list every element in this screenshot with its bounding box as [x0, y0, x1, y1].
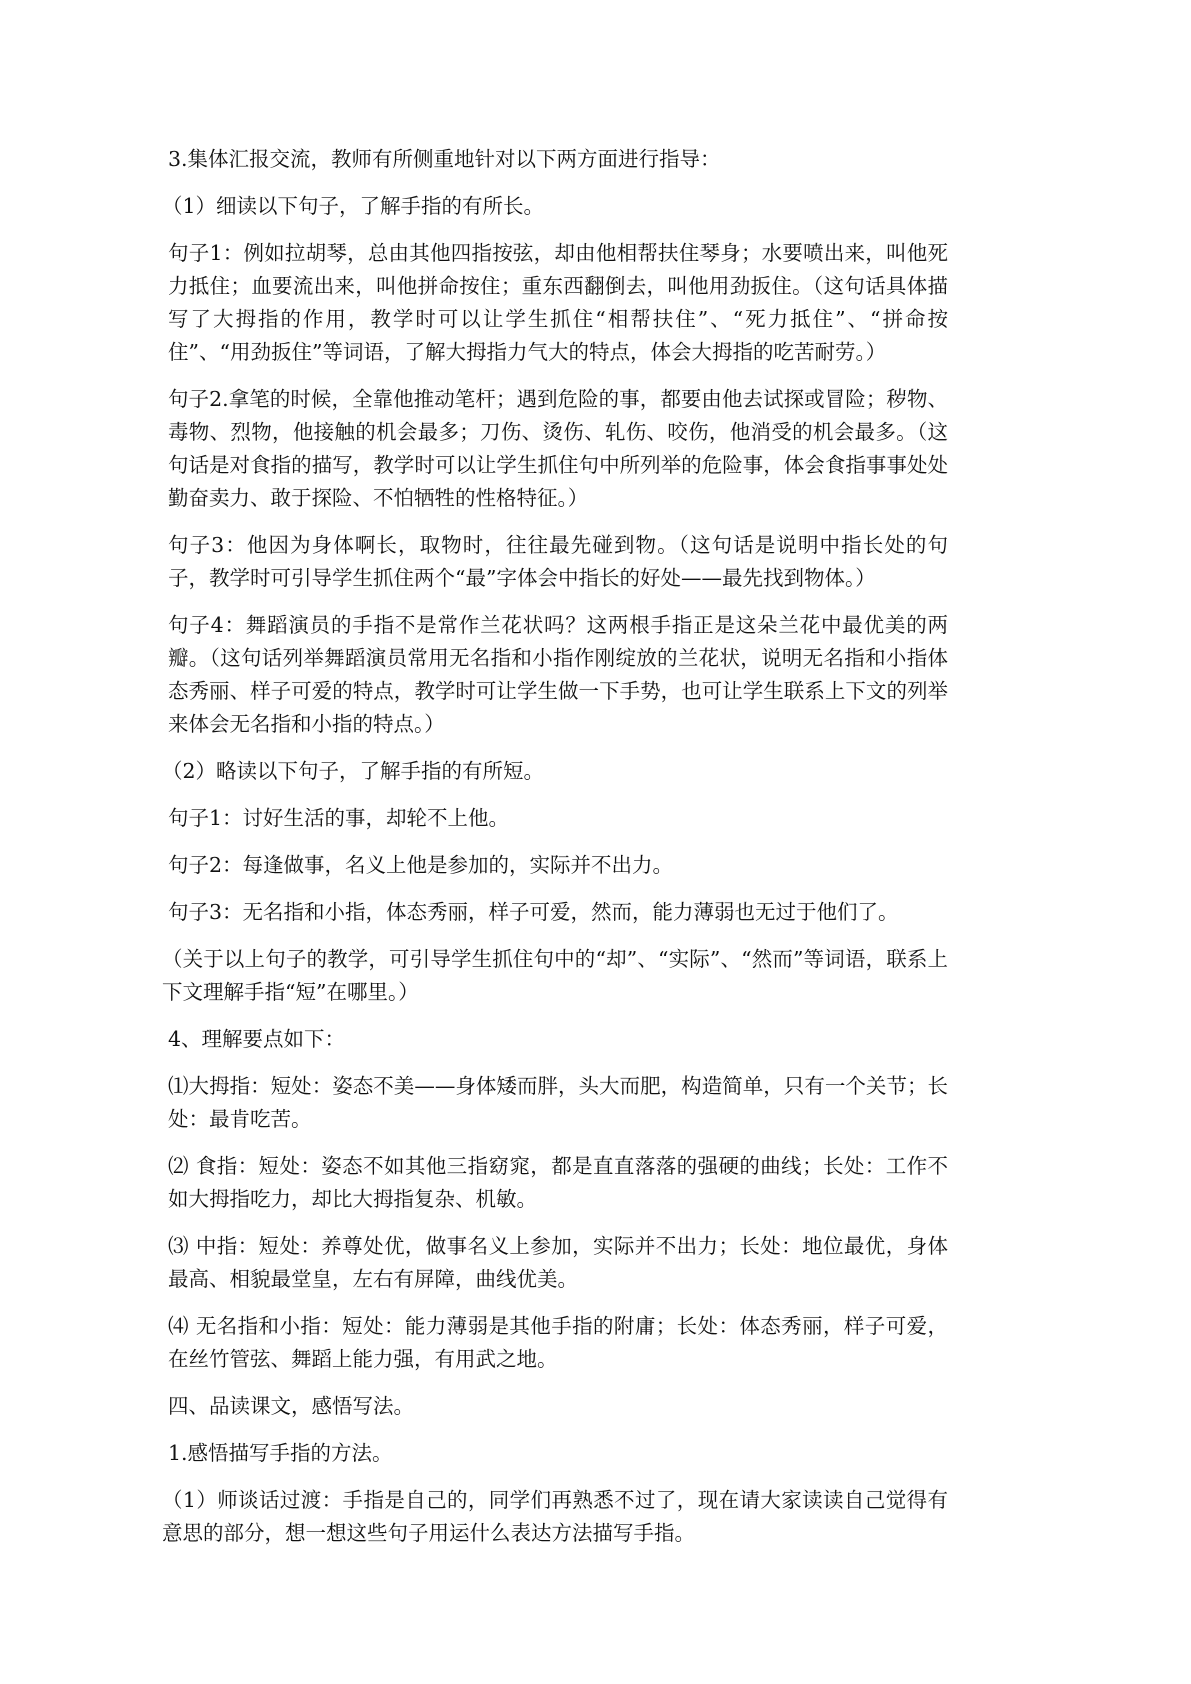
- paragraph-sentence-2: 句子2.拿笔的时候，全靠他推动笔杆；遇到危险的事，都要由他去试探或冒险；秽物、毒物、烈物，他接触的机会最多；刀伤、烫伤、轧伤、咬伤，他消受的机会最多。（这句话是对食指的描写，教学时可以让学生抓住句中所列举的危险事，体会食指事事处处勤奋卖力、敢于探险、不怕牺牲的性格特征。）: [168, 387, 948, 510]
- paragraph-point-ring-little-finger: ⑷ 无名指和小指：短处：能力薄弱是其他手指的附庸；长处：体态秀丽，样子可爱，在丝竹管弦、舞蹈上能力强，有用武之地。: [168, 1314, 948, 1371]
- paragraph-sentence-1: 句子1：例如拉胡琴，总由其他四指按弦，却由他相帮扶住琴身；水要喷出来，叫他死力抵住；血要流出来，叫他拼命按住；重东西翻倒去，叫他用劲扳住。（这句话具体描写了大拇指的作用，教学时可以让学生抓住“相帮扶住”、“死力抵住”、“拼命按住”、“用劲扳住”等词语，了解大拇指力气大的特点，体会大拇指的吃苦耐劳。）: [168, 241, 948, 364]
- paragraph-teaching-note: （关于以上句子的教学，可引导学生抓住句中的“却”、“实际”、“然而”等词语，联系上下文理解手指“短”在哪里。）: [162, 947, 948, 1004]
- paragraph-teacher-transition: （1）师谈话过渡：手指是自己的，同学们再熟悉不过了，现在请大家读读自己觉得有意思的部分，想一想这些句子用运什么表达方法描写手指。: [162, 1488, 948, 1545]
- paragraph-subsection-1-heading: （1）细读以下句子，了解手指的有所长。: [162, 194, 545, 218]
- paragraph-sentence-3: 句子3：他因为身体啊长，取物时，往往最先碰到物。（这句话是说明中指长处的句子，教学时可引导学生抓住两个“最”字体会中指长的好处——最先找到物体。）: [168, 533, 948, 590]
- paragraph-section-3-heading: 3.集体汇报交流，教师有所侧重地针对以下两方面进行指导：: [168, 147, 721, 171]
- paragraph-section-4-heading: 4、理解要点如下：: [168, 1027, 346, 1051]
- paragraph-point-middle-finger: ⑶ 中指：短处：养尊处优，做事名义上参加，实际并不出力；长处：地位最优，身体最高、相貌最堂皇，左右有屏障，曲线优美。: [168, 1234, 948, 1291]
- paragraph-sentence-4: 句子4：舞蹈演员的手指不是常作兰花状吗？这两根手指正是这朵兰花中最优美的两瓣。（这句话列举舞蹈演员常用无名指和小指作刚绽放的兰花状，说明无名指和小指体态秀丽、样子可爱的特点，教学时可让学生做一下手势，也可让学生联系上下文的列举来体会无名指和小指的特点。）: [168, 613, 948, 736]
- paragraph-point-index-finger: ⑵ 食指：短处：姿态不如其他三指窈窕，都是直直落落的强硬的曲线；长处：工作不如大拇指吃力，却比大拇指复杂、机敏。: [168, 1154, 948, 1211]
- paragraph-short-sentence-3: 句子3：无名指和小指，体态秀丽，样子可爱，然而，能力薄弱也无过于他们了。: [168, 900, 899, 924]
- paragraph-part-4-heading: 四、品读课文，感悟写法。: [168, 1394, 414, 1418]
- paragraph-short-sentence-1: 句子1：讨好生活的事，却轮不上他。: [168, 806, 510, 830]
- document-page: [162, 143, 948, 1564]
- paragraph-point-thumb: ⑴大拇指：短处：姿态不美——身体矮而胖，头大而肥，构造简单，只有一个关节；长处：最肯吃苦。: [168, 1074, 948, 1131]
- paragraph-subsection-2-heading: （2）略读以下句子，了解手指的有所短。: [162, 759, 545, 783]
- paragraph-short-sentence-2: 句子2：每逢做事，名义上他是参加的，实际并不出力。: [168, 853, 674, 877]
- paragraph-method-heading: 1.感悟描写手指的方法。: [168, 1441, 393, 1465]
